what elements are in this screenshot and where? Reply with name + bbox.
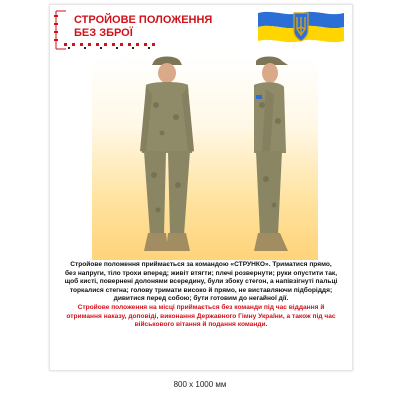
stance-description — [64, 261, 338, 330]
stance-photo-area — [92, 55, 318, 260]
title-line-1: СТРОЙОВЕ ПОЛОЖЕННЯ — [74, 14, 213, 26]
title-line-2: БЕЗ ЗБРОЇ — [74, 27, 133, 39]
description-note-text: Стройове положення на місці приймається без команди під час віддання й отримання наказу, доповіді, виконання Державного Гімну України, а також під час військового вітання й подання команди. — [66, 303, 336, 329]
soldier-side-view-image — [232, 55, 302, 260]
soldier-front-view-image — [132, 55, 202, 260]
poster-title — [74, 14, 213, 40]
ukraine-flag-icon — [258, 9, 344, 45]
poster-size-label: 800 x 1000 мм — [173, 380, 227, 389]
poster — [49, 4, 353, 371]
trident-emblem-icon — [294, 13, 308, 41]
description-main-text: Стройове положення приймається за командою «СТРУНКО». Триматися прямо, без напруги, тіло трохи вперед; живіт втягти; плечі розвернути; руки опустити так, щоб кисті, повернені долонями всередину, були збоку стегон, а напівзігнуті пальці торкалися стегна; голову тримати високо й прямо, не виставляючи підборіддя; дивитися перед собою; бути готовим до негайної дії. — [64, 261, 338, 303]
